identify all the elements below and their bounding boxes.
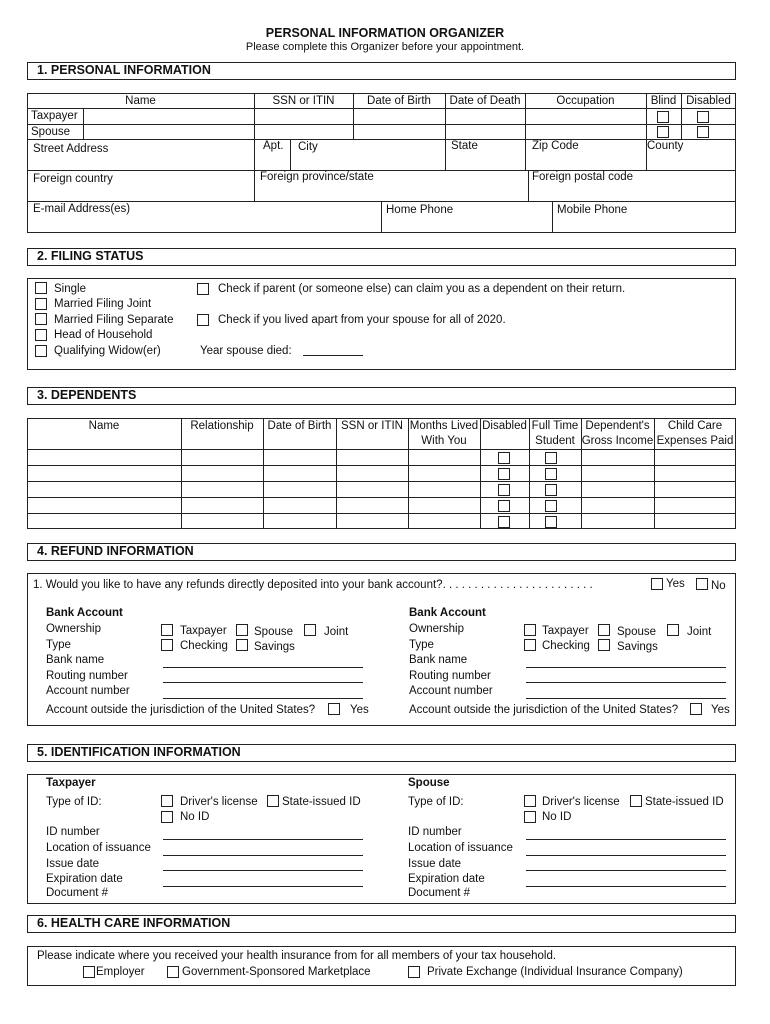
city-label: City: [298, 141, 318, 153]
spouse-location-field[interactable]: [526, 855, 726, 856]
left-routing-field[interactable]: [163, 682, 363, 683]
taxpayer-drivers-checkbox[interactable]: [161, 795, 173, 807]
left-checking-label: Checking: [180, 640, 228, 652]
right-account-field[interactable]: [526, 698, 726, 699]
section-1-header: 1. PERSONAL INFORMATION: [27, 62, 736, 80]
left-joint-checkbox[interactable]: [304, 624, 316, 636]
qw-checkbox[interactable]: [35, 345, 47, 357]
lived-apart-checkbox[interactable]: [197, 314, 209, 326]
taxpayer-stateid-label: State-issued ID: [282, 796, 361, 808]
left-outside-yes-checkbox[interactable]: [328, 703, 340, 715]
right-joint-checkbox[interactable]: [667, 624, 679, 636]
id-taxpayer-title: Taxpayer: [46, 777, 96, 789]
taxpayer-noid-checkbox[interactable]: [161, 811, 173, 823]
spouse-drivers-checkbox[interactable]: [524, 795, 536, 807]
dep-col-fulltime: Full Time: [531, 420, 579, 432]
hoh-label: Head of Household: [54, 329, 153, 341]
right-checking-label: Checking: [542, 640, 590, 652]
refund-no-label: No: [711, 580, 726, 592]
foreign-country-label: Foreign country: [33, 173, 113, 185]
left-taxpayer-label: Taxpayer: [180, 625, 227, 637]
dep5-disabled-checkbox[interactable]: [498, 516, 510, 528]
left-spouse-checkbox[interactable]: [236, 624, 248, 636]
foreign-postal-label: Foreign postal code: [532, 171, 634, 183]
left-bank-name-field[interactable]: [163, 667, 363, 668]
page-subtitle: Please complete this Organizer before your appointment.: [245, 41, 525, 53]
taxpayer-document-label: Document #: [46, 887, 109, 899]
left-joint-label: Joint: [324, 626, 349, 638]
dep-col-months-2: With You: [421, 435, 467, 447]
right-checking-checkbox[interactable]: [524, 639, 536, 651]
spouse-expiration-field[interactable]: [526, 886, 726, 887]
right-savings-label: Savings: [617, 641, 658, 653]
mfs-checkbox[interactable]: [35, 313, 47, 325]
left-savings-label: Savings: [254, 641, 295, 653]
taxpayer-stateid-checkbox[interactable]: [267, 795, 279, 807]
bank-name-left-label: Bank name: [46, 654, 105, 666]
dep4-disabled-checkbox[interactable]: [498, 500, 510, 512]
col-disabled: Disabled: [686, 95, 731, 107]
right-taxpayer-label: Taxpayer: [542, 625, 589, 637]
spouse-issue-label: Issue date: [408, 858, 462, 870]
zip-label: Zip Code: [532, 140, 579, 152]
taxpayer-noid-label: No ID: [180, 811, 210, 823]
col-name: Name: [125, 95, 156, 107]
section-5-header: 5. IDENTIFICATION INFORMATION: [27, 744, 736, 762]
refund-question: 1. Would you like to have any refunds directly deposited into your bank account?. . . . . . . . . . . . . . . . . . . . . . . .: [33, 579, 593, 591]
single-label: Single: [54, 283, 86, 295]
spouse-stateid-label: State-issued ID: [645, 796, 724, 808]
col-occupation: Occupation: [556, 95, 615, 107]
dep-col-childcare: Child Care: [667, 420, 723, 432]
id-spouse-type-label: Type of ID:: [408, 796, 464, 808]
private-exchange-checkbox[interactable]: [408, 966, 420, 978]
mobile-phone-label: Mobile Phone: [557, 204, 628, 216]
spouse-idnumber-label: ID number: [408, 826, 462, 838]
page-title: PERSONAL INFORMATION ORGANIZER: [265, 26, 505, 40]
right-outside-label: Account outside the jurisdiction of the United States?: [409, 704, 679, 716]
dep1-student-checkbox[interactable]: [545, 452, 557, 464]
hoh-checkbox[interactable]: [35, 329, 47, 341]
foreign-province-label: Foreign province/state: [260, 171, 374, 183]
dep-col-gross-2: Gross Income: [581, 435, 654, 447]
health-care-prompt: Please indicate where you received your health insurance from for all members of your tax household.: [37, 950, 557, 962]
taxpayer-idnumber-label: ID number: [46, 826, 100, 838]
row-taxpayer: Taxpayer: [31, 110, 78, 122]
year-spouse-died-label: Year spouse died:: [200, 345, 292, 357]
left-account-field[interactable]: [163, 698, 363, 699]
marketplace-label: Government-Sponsored Marketplace: [182, 966, 371, 978]
bank-account-right-title: Bank Account: [409, 607, 486, 619]
dep-col-gross: Dependent's: [585, 420, 650, 432]
type-right-label: Type: [409, 639, 434, 651]
account-number-left-label: Account number: [46, 685, 130, 697]
left-taxpayer-checkbox[interactable]: [161, 624, 173, 636]
id-spouse-title: Spouse: [408, 777, 450, 789]
col-dod: Date of Death: [449, 95, 521, 107]
dep3-student-checkbox[interactable]: [545, 484, 557, 496]
dep-col-ssn: SSN or ITIN: [341, 420, 403, 432]
spouse-blind-checkbox[interactable]: [657, 126, 669, 138]
apt-label: Apt.: [263, 140, 284, 152]
taxpayer-blind-checkbox[interactable]: [657, 111, 669, 123]
dep2-disabled-checkbox[interactable]: [498, 468, 510, 480]
section-3-header: 3. DEPENDENTS: [27, 387, 736, 405]
row-spouse: Spouse: [31, 126, 71, 138]
taxpayer-issue-label: Issue date: [46, 858, 100, 870]
right-outside-yes-label: Yes: [711, 704, 730, 716]
year-spouse-died-field[interactable]: [303, 355, 363, 356]
taxpayer-issue-field[interactable]: [163, 870, 363, 871]
right-spouse-checkbox[interactable]: [598, 624, 610, 636]
right-bank-name-field[interactable]: [526, 667, 726, 668]
mfj-checkbox[interactable]: [35, 298, 47, 310]
left-outside-label: Account outside the jurisdiction of the United States?: [46, 704, 316, 716]
type-left-label: Type: [46, 639, 71, 651]
right-routing-field[interactable]: [526, 682, 726, 683]
taxpayer-expiration-label: Expiration date: [46, 873, 123, 885]
section-4-header: 4. REFUND INFORMATION: [27, 543, 736, 561]
dep-col-relationship: Relationship: [190, 420, 254, 432]
spouse-drivers-label: Driver's license: [542, 796, 620, 808]
right-joint-label: Joint: [687, 626, 712, 638]
dep-col-disabled: Disabled: [482, 420, 527, 432]
routing-right-label: Routing number: [409, 670, 491, 682]
right-outside-yes-checkbox[interactable]: [690, 703, 702, 715]
col-ssn: SSN or ITIN: [272, 95, 335, 107]
refund-no-checkbox[interactable]: [696, 578, 708, 590]
col-blind: Blind: [650, 95, 677, 107]
employer-checkbox[interactable]: [83, 966, 95, 978]
right-spouse-label: Spouse: [617, 626, 657, 638]
spouse-expiration-label: Expiration date: [408, 873, 485, 885]
private-exchange-label: Private Exchange (Individual Insurance Company): [427, 966, 683, 978]
dependent-claim-label: Check if parent (or someone else) can claim you as a dependent on their return.: [218, 283, 626, 295]
bank-name-right-label: Bank name: [409, 654, 468, 666]
ownership-right-label: Ownership: [409, 623, 464, 635]
mfs-label: Married Filing Separate: [54, 314, 174, 326]
refund-yes-checkbox[interactable]: [651, 578, 663, 590]
id-taxpayer-type-label: Type of ID:: [46, 796, 102, 808]
dep1-disabled-checkbox[interactable]: [498, 452, 510, 464]
taxpayer-idnumber-field[interactable]: [163, 839, 363, 840]
taxpayer-location-field[interactable]: [163, 855, 363, 856]
employer-label: Employer: [96, 966, 145, 978]
taxpayer-drivers-label: Driver's license: [180, 796, 258, 808]
left-savings-checkbox[interactable]: [236, 639, 248, 651]
taxpayer-disabled-checkbox[interactable]: [697, 111, 709, 123]
section-6-header: 6. HEALTH CARE INFORMATION: [27, 915, 736, 933]
section-2-header: 2. FILING STATUS: [27, 248, 736, 266]
email-label: E-mail Address(es): [33, 203, 131, 215]
right-savings-checkbox[interactable]: [598, 639, 610, 651]
mfj-label: Married Filing Joint: [54, 298, 152, 310]
dep5-student-checkbox[interactable]: [545, 516, 557, 528]
single-checkbox[interactable]: [35, 282, 47, 294]
street-address-label: Street Address: [33, 143, 109, 155]
home-phone-label: Home Phone: [386, 204, 454, 216]
dep-col-dob: Date of Birth: [267, 420, 332, 432]
dep-col-childcare-2: Expenses Paid: [656, 435, 734, 447]
spouse-stateid-checkbox[interactable]: [630, 795, 642, 807]
left-checking-checkbox[interactable]: [161, 639, 173, 651]
ownership-left-label: Ownership: [46, 623, 101, 635]
dep-col-name: Name: [88, 420, 120, 432]
qw-label: Qualifying Widow(er): [54, 345, 161, 357]
dependent-claim-checkbox[interactable]: [197, 283, 209, 295]
dep2-student-checkbox[interactable]: [545, 468, 557, 480]
dep-col-months: Months Lived: [409, 420, 479, 432]
taxpayer-expiration-field[interactable]: [163, 886, 363, 887]
bank-account-left-title: Bank Account: [46, 607, 123, 619]
refund-yes-label: Yes: [666, 578, 685, 590]
account-number-right-label: Account number: [409, 685, 493, 697]
routing-left-label: Routing number: [46, 670, 128, 682]
spouse-disabled-checkbox[interactable]: [697, 126, 709, 138]
spouse-noid-label: No ID: [542, 811, 572, 823]
spouse-document-label: Document #: [408, 887, 471, 899]
marketplace-checkbox[interactable]: [167, 966, 179, 978]
right-taxpayer-checkbox[interactable]: [524, 624, 536, 636]
dep-col-fulltime-2: Student: [535, 435, 575, 447]
left-spouse-label: Spouse: [254, 626, 294, 638]
spouse-noid-checkbox[interactable]: [524, 811, 536, 823]
state-label: State: [451, 140, 478, 152]
spouse-idnumber-field[interactable]: [526, 839, 726, 840]
left-outside-yes-label: Yes: [350, 704, 369, 716]
col-dob: Date of Birth: [367, 95, 431, 107]
spouse-issue-field[interactable]: [526, 870, 726, 871]
county-label: County: [647, 140, 684, 152]
spouse-location-label: Location of issuance: [408, 842, 513, 854]
dep3-disabled-checkbox[interactable]: [498, 484, 510, 496]
taxpayer-location-label: Location of issuance: [46, 842, 151, 854]
dep4-student-checkbox[interactable]: [545, 500, 557, 512]
lived-apart-label: Check if you lived apart from your spouse for all of 2020.: [218, 314, 506, 326]
